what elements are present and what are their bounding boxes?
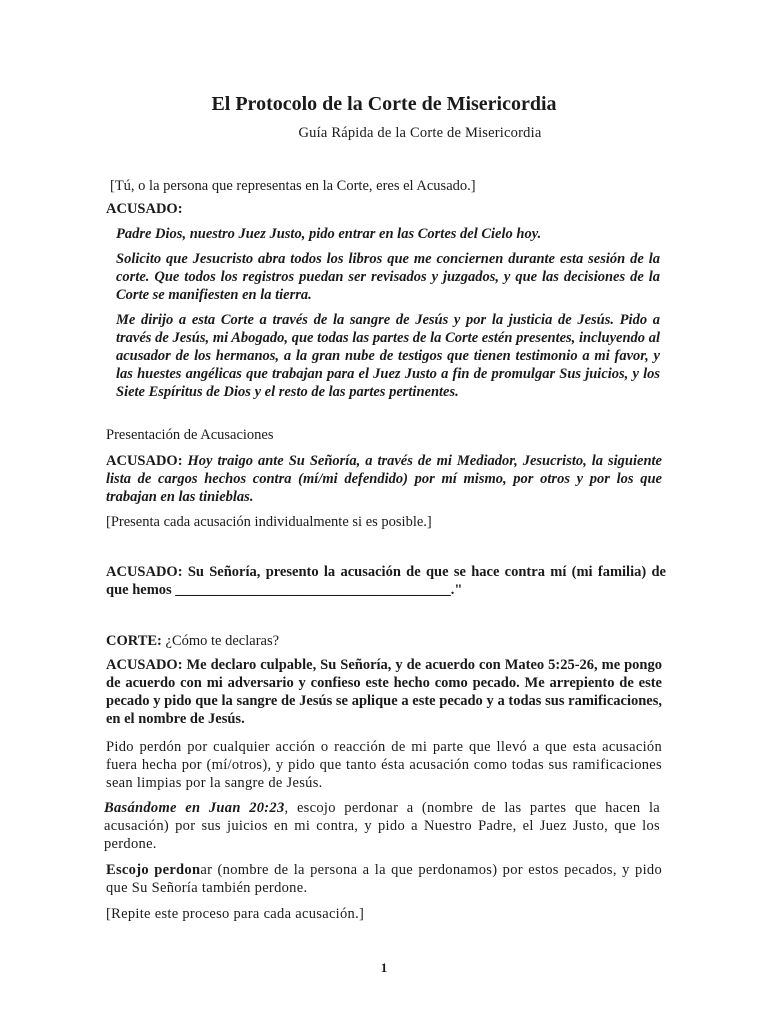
prayer-paragraph-2: Solicito que Jesucristo abra todos los libros que me conciernen durante esta sesión de la corte. Que todos los registros puedan ser revisados y juzgados, y que las decisiones de la Corte se manifiesten en la tierra. (116, 251, 660, 303)
escojo-label: Escojo perdon (106, 862, 201, 878)
forgiveness-paragraph: Pido perdón por cualquier acción o reacción de mi parte que llevó a que esta acusación fuera hecha por (mí/otros), y pido que tanto ésta acusación como todas sus ramificaciones sean limpias por la sangre de Jesús. (106, 739, 662, 791)
document-title: El Protocolo de la Corte de Misericordia (211, 93, 557, 115)
juan-paragraph (104, 799, 660, 853)
juan-text: , escojo perdonar a (nombre de las partes que hacen la acusación) por sus juicios en mi contra, y pido a Nuestro Padre, el Juez Justo, que los perdone. (104, 800, 661, 852)
acusado-heading: ACUSADO: (106, 201, 183, 217)
charges-paragraph (106, 452, 662, 506)
corte-paragraph (106, 632, 662, 650)
document-subtitle: Guía Rápida de la Corte de Misericordia (298, 125, 542, 141)
note-each: [Presenta cada acusación individualmente si es posible.] (106, 514, 432, 530)
note-repeat: [Repite este proceso para cada acusación.] (106, 906, 365, 922)
escojo-paragraph (106, 861, 662, 897)
escojo-text: ar (nombre de la persona a la que perdonamos) por estos pecados, y pido que Su Señoría también perdone. (106, 862, 662, 896)
note-intro: [Tú, o la persona que representas en la Corte, eres el Acusado.] (110, 178, 476, 194)
accusation-paragraph: ACUSADO: Su Señoría, presento la acusación de que se hace contra mí (mi familia) de que hemos ______________________________________." (106, 564, 666, 598)
juan-label: Basándome en Juan 20:23 (104, 800, 285, 816)
prayer-paragraph-1: Padre Dios, nuestro Juez Justo, pido entrar en las Cortes del Cielo hoy. (116, 226, 542, 242)
prayer-paragraph-3: Me dirijo a esta Corte a través de la sangre de Jesús y por la justicia de Jesús. Pido a través de Jesús, mi Abogado, que todas las partes de la Corte estén presentes, incluyendo al acusador de los hermanos, a la gran nube de testigos que tienen testimonio a mi favor, y las huestes angélicas que trabajan para el Juez Justo a fin de promulgar Sus juicios, y los Siete Espíritus de Dios y el resto de las partes pertinentes. (116, 312, 660, 400)
page-number: 1 (380, 960, 388, 975)
plea-paragraph: ACUSADO: Me declaro culpable, Su Señoría, y de acuerdo con Mateo 5:25-26, me pongo de acuerdo con mi adversario y confieso este hecho como pecado. Me arrepiento de este pecado y pido que la sangre de Jesús se aplique a este pecado y a todas sus ramificaciones, en el nombre de Jesús. (106, 657, 662, 727)
charges-text: Hoy traigo ante Su Señoría, a través de mi Mediador, Jesucristo, la siguiente lista de cargos hechos contra (mí/mi defendido) por mí mismo, por otros y por los que trabajan en las tinieblas. (106, 453, 662, 505)
corte-label: CORTE: (106, 633, 162, 649)
corte-question: ¿Cómo te declaras? (165, 633, 280, 649)
acusado-label: ACUSADO: (106, 453, 183, 469)
section-heading: Presentación de Acusaciones (106, 427, 274, 443)
